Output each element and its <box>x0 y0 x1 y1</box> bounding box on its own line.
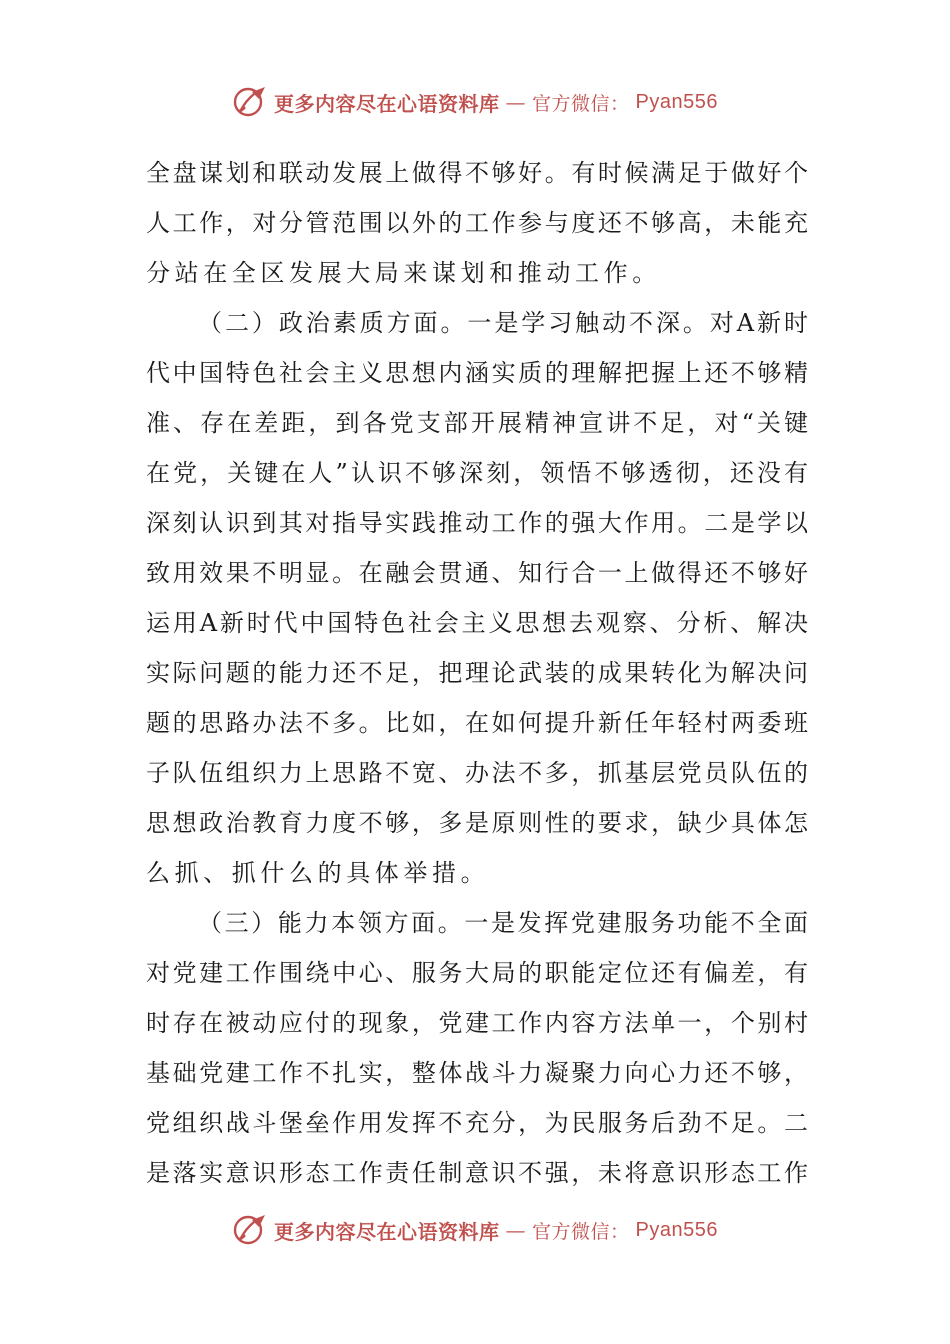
body-line: 人工作，对分管范围以外的工作参与度还不够高，未能充 <box>146 209 808 237</box>
header-separator: — <box>505 90 526 114</box>
pen-logo-icon <box>232 84 268 120</box>
body-line: 是落实意识形态工作责任制意识不强，未将意识形态工作 <box>146 1159 808 1187</box>
section-heading-line: （二）政治素质方面。一是学习触动不深。对A新时 <box>198 309 808 337</box>
body-line: 题的思路办法不多。比如，在如何提升新任年轻村两委班 <box>146 709 808 737</box>
body-line: 时存在被动应付的现象，党建工作内容方法单一，个别村 <box>146 1009 808 1037</box>
section-heading-line: （三）能力本领方面。一是发挥党建服务功能不全面 <box>198 909 808 937</box>
body-line: 思想政治教育力度不够，多是原则性的要求，缺少具体怎 <box>146 809 808 837</box>
body-line: 准、存在差距，到各党支部开展精神宣讲不足，对“关键 <box>146 409 808 437</box>
body-line: 致用效果不明显。在融会贯通、知行合一上做得还不够好 <box>146 559 808 587</box>
header-wechat-id: Pyan556 <box>635 90 718 113</box>
footer-separator: — <box>505 1218 526 1242</box>
body-line: 实际问题的能力还不足，把理论武装的成果转化为解决问 <box>146 659 808 687</box>
body-line: 党组织战斗堡垒作用发挥不充分，为民服务后劲不足。二 <box>146 1109 808 1137</box>
header-brand-text: 更多内容尽在心语资料库 <box>274 91 500 116</box>
body-line: 对党建工作围绕中心、服务大局的职能定位还有偏差，有 <box>146 959 808 987</box>
body-line: 基础党建工作不扎实，整体战斗力凝聚力向心力还不够， <box>146 1059 808 1087</box>
body-line: 运用A新时代中国特色社会主义思想去观察、分析、解决 <box>146 609 808 637</box>
document-body <box>146 148 808 1198</box>
body-line: 在党，关键在人”认识不够深刻，领悟不够透彻，还没有 <box>146 459 808 487</box>
body-line: 子队伍组织力上思路不宽、办法不多，抓基层党员队伍的 <box>146 759 808 787</box>
body-line: 么抓、抓什么的具体举措。 <box>146 859 490 887</box>
footer-banner <box>0 1210 950 1250</box>
footer-brand-text: 更多内容尽在心语资料库 <box>274 1219 500 1244</box>
body-line: 全盘谋划和联动发展上做得不够好。有时候满足于做好个 <box>146 159 808 187</box>
body-line: 分站在全区发展大局来谋划和推动工作。 <box>146 259 661 287</box>
header-wechat-label: 官方微信： <box>532 92 630 115</box>
footer-wechat-id: Pyan556 <box>635 1218 718 1241</box>
pen-logo-icon <box>232 1212 268 1248</box>
body-line: 代中国特色社会主义思想内涵实质的理解把握上还不够精 <box>146 359 808 387</box>
body-line: 深刻认识到其对指导实践推动工作的强大作用。二是学以 <box>146 509 808 537</box>
header-banner <box>0 82 950 122</box>
footer-wechat-label: 官方微信： <box>532 1220 630 1243</box>
